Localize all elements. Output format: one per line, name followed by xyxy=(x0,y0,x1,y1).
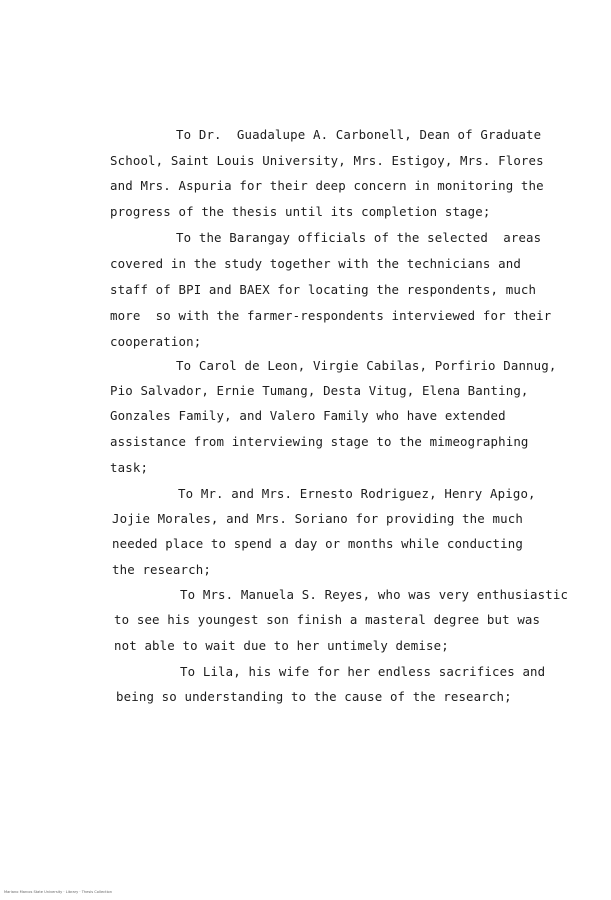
text-line: assistance from interviewing stage to the mimeographing xyxy=(110,434,529,449)
text-line: To Mrs. Manuela S. Reyes, who was very enthusiastic xyxy=(180,587,569,602)
text-line: To the Barangay officials of the selected areas xyxy=(176,230,542,245)
text-line: and Mrs. Aspuria for their deep concern in monitoring the xyxy=(110,178,544,193)
text-line: School, Saint Louis University, Mrs. Estigoy, Mrs. Flores xyxy=(110,153,544,168)
text-line: the research; xyxy=(112,562,211,577)
text-line: task; xyxy=(110,460,149,475)
text-line: progress of the thesis until its completion stage; xyxy=(110,204,491,219)
text-line: not able to wait due to her untimely demise; xyxy=(114,638,449,653)
text-line: Jojie Morales, and Mrs. Soriano for providing the much xyxy=(112,511,523,526)
text-line: staff of BPI and BAEX for locating the respondents, much xyxy=(110,282,537,297)
text-line: Gonzales Family, and Valero Family who have extended xyxy=(110,408,506,423)
text-line: To Dr. Guadalupe A. Carbonell, Dean of Graduate xyxy=(176,127,542,142)
text-line: covered in the study together with the technicians and xyxy=(110,256,521,271)
text-line: needed place to spend a day or months while conducting xyxy=(112,536,523,551)
text-line: more so with the farmer-respondents interviewed for their xyxy=(110,308,552,323)
text-line: Pio Salvador, Ernie Tumang, Desta Vitug, Elena Banting, xyxy=(110,383,529,398)
text-line: To Lila, his wife for her endless sacrifices and xyxy=(180,664,546,679)
archive-footer: Mariano Marcos State University · Library · Thesis Collection xyxy=(4,890,113,894)
text-line: To Carol de Leon, Virgie Cabilas, Porfirio Dannug, xyxy=(176,358,557,373)
text-line: To Mr. and Mrs. Ernesto Rodriguez, Henry Apigo, xyxy=(178,486,536,501)
text-line: being so understanding to the cause of the research; xyxy=(116,689,512,704)
text-line: cooperation; xyxy=(110,334,202,349)
text-line: to see his youngest son finish a masteral degree but was xyxy=(114,612,541,627)
